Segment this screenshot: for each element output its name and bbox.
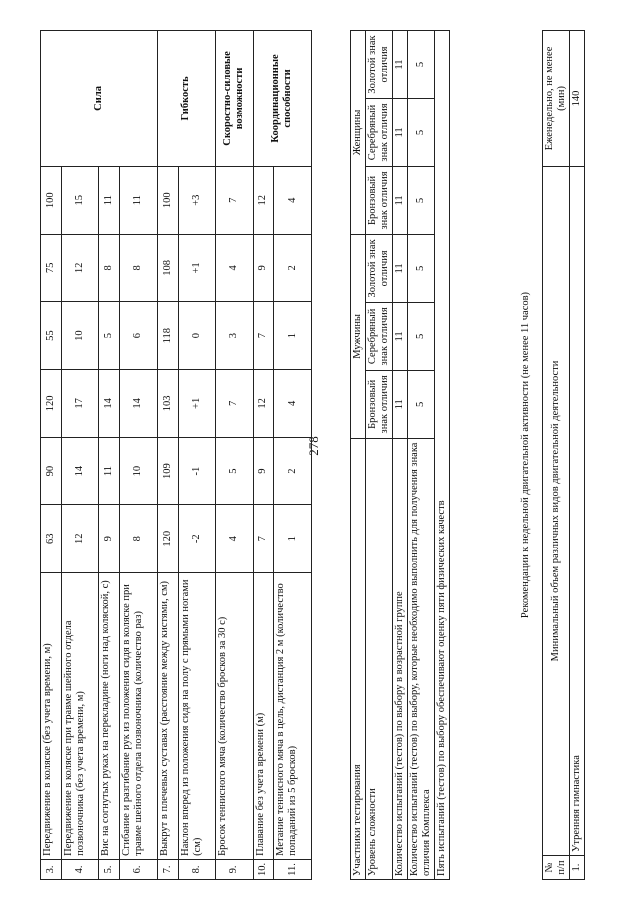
cell-value: 75 (41, 234, 62, 302)
row-number: 6. (120, 859, 158, 879)
cell-value: 12 (61, 234, 99, 302)
quality-flexibility: Гибкость (157, 31, 215, 167)
cell-value: 11 (393, 98, 408, 166)
cell-value: 5 (99, 302, 120, 370)
cell-value: 109 (157, 437, 178, 505)
cell-value: 2 (274, 234, 312, 302)
footnote: Пять испытаний (тестов) по выбору обеспечивают оценку пяти физических качеств (435, 31, 450, 880)
cell-value: 11 (393, 370, 408, 438)
exercise-name: Метание теннисного мяча в цель, дистанция 2 м (количество попаданий из 5 бросков) (274, 573, 312, 860)
col-type-header: Минимальный объем различных видов двигательной деятельности (543, 166, 570, 855)
cell-value: 11 (99, 166, 120, 234)
cell-value: 5 (408, 302, 435, 370)
exercise-name: Бросок теннисного мяча (количество бросков за 30 с) (216, 573, 254, 860)
rotated-page-content (40, 30, 610, 880)
table-row (157, 31, 178, 880)
tests-count-label: Количество испытаний (тестов) по выбору в возрастной группе (393, 438, 408, 879)
cell-value: 4 (274, 166, 312, 234)
cell-value: 9 (99, 505, 120, 573)
cell-value: 11 (120, 166, 158, 234)
row-number: 5. (99, 859, 120, 879)
table-row (253, 31, 274, 880)
women-header: Женщины (351, 31, 366, 235)
cell-value: 90 (41, 437, 62, 505)
men-header: Мужчины (351, 234, 366, 438)
quality-strength: Сила (41, 31, 158, 167)
cell-value: 4 (274, 370, 312, 438)
cell-value: 8 (120, 505, 158, 573)
badge-silver: Серебряный знак отличия (366, 98, 393, 166)
exercise-name: Передвижение в коляске (без учета времени, м) (41, 573, 62, 860)
cell-value: 15 (61, 166, 99, 234)
badge-gold: Золотой знак отличия (366, 31, 393, 99)
cell-value: 7 (216, 370, 254, 438)
col-weekly-header: Еженедельно, не менее (мин) (543, 31, 570, 167)
row-number: 1. (570, 856, 585, 880)
cell-value: 9 (253, 437, 274, 505)
cell-value: 12 (253, 166, 274, 234)
cell-value: +1 (178, 370, 216, 438)
level-label: Уровень сложности (366, 438, 393, 879)
cell-value: 12 (253, 370, 274, 438)
table-row (366, 31, 393, 880)
cell-value: 5 (408, 234, 435, 302)
table-row (435, 31, 450, 880)
cell-value: 7 (253, 302, 274, 370)
row-number: 10. (253, 859, 274, 879)
row-number: 7. (157, 859, 178, 879)
cell-value: 8 (120, 234, 158, 302)
cell-value: 4 (216, 234, 254, 302)
quality-speed-strength: Скоростно-силовые возможности (216, 31, 254, 167)
cell-value: 0 (178, 302, 216, 370)
exercise-name: Плавание без учета времени (м) (253, 573, 274, 860)
table-row (408, 31, 435, 880)
badge-gold: Золотой знак отличия (366, 234, 393, 302)
cell-value: 1 (274, 302, 312, 370)
cell-value: -2 (178, 505, 216, 573)
exercise-name: Передвижение в коляске при травме шейного отдела позвоночника (без учета времени, м) (61, 573, 99, 860)
exercise-name: Наклон вперед из положения сидя на полу с прямыми ногами (см) (178, 573, 216, 860)
row-number: 3. (41, 859, 62, 879)
cell-value: 10 (120, 437, 158, 505)
cell-value: 120 (41, 370, 62, 438)
cell-value: 108 (157, 234, 178, 302)
cell-value: 14 (120, 370, 158, 438)
cell-value: -1 (178, 437, 216, 505)
cell-value: 10 (61, 302, 99, 370)
cell-value: +1 (178, 234, 216, 302)
badge-bronze: Бронзовый знак отличия (366, 370, 393, 438)
exercise-name: Сгибание и разгибание рук из положения сидя в коляске при травме шейного отдела позвоночника (количество раз) (120, 573, 158, 860)
cell-value: 1 (274, 505, 312, 573)
row-number: 11. (274, 859, 312, 879)
cell-value: 11 (393, 234, 408, 302)
recommendations-title: Рекомендации к недельной двигательной активности (не менее 11 часов) (520, 291, 531, 619)
cell-value: 3 (216, 302, 254, 370)
cell-value: 11 (393, 166, 408, 234)
cell-value: 6 (120, 302, 158, 370)
badge-requirements-table (350, 30, 450, 880)
required-label: Количество испытаний (тестов) по выбору, которые необходимо выполнить для получения знака отличия Комплекса (408, 438, 435, 879)
cell-value: 63 (41, 505, 62, 573)
exercise-name: Выкрут в плечевых суставах (расстояние между кистями, см) (157, 573, 178, 860)
cell-value: 17 (61, 370, 99, 438)
cell-value: 5 (408, 370, 435, 438)
badge-silver: Серебряный знак отличия (366, 302, 393, 370)
page-number: 278 (306, 436, 321, 456)
cell-value: 118 (157, 302, 178, 370)
minutes-value: 140 (570, 31, 585, 167)
cell-value: 100 (41, 166, 62, 234)
cell-value: 100 (157, 166, 178, 234)
table-row (393, 31, 408, 880)
activity-name: Утренняя гимнастика (570, 166, 585, 855)
cell-value: 5 (408, 31, 435, 99)
cell-value: 55 (41, 302, 62, 370)
cell-value: 4 (216, 505, 254, 573)
cell-value: 5 (216, 437, 254, 505)
table-row (41, 31, 62, 880)
cell-value: 120 (157, 505, 178, 573)
cell-value: 7 (216, 166, 254, 234)
cell-value: 103 (157, 370, 178, 438)
table-row (570, 31, 585, 880)
row-number: 8. (178, 859, 216, 879)
cell-value: +3 (178, 166, 216, 234)
exercise-name: Вис на согнутых руках на перекладине (ноги над коляской, с) (99, 573, 120, 860)
cell-value: 14 (99, 370, 120, 438)
quality-coordination: Координационные способности (253, 31, 311, 167)
cell-value: 8 (99, 234, 120, 302)
cell-value: 11 (99, 437, 120, 505)
table-row (351, 31, 366, 880)
cell-value: 14 (61, 437, 99, 505)
cell-value: 11 (393, 302, 408, 370)
recommendations-table (542, 30, 585, 880)
exercise-standards-table (40, 30, 312, 880)
cell-value: 12 (61, 505, 99, 573)
cell-value: 7 (253, 505, 274, 573)
cell-value: 2 (274, 437, 312, 505)
badge-bronze: Бронзовый знак отличия (366, 166, 393, 234)
cell-value: 9 (253, 234, 274, 302)
table-row (216, 31, 254, 880)
cell-value: 11 (393, 31, 408, 99)
row-number: 4. (61, 859, 99, 879)
participants-label: Участники тестирования (351, 438, 366, 879)
table-row (543, 31, 570, 880)
cell-value: 5 (408, 98, 435, 166)
cell-value: 5 (408, 166, 435, 234)
col-num-header: № п/п (543, 856, 570, 880)
row-number: 9. (216, 859, 254, 879)
